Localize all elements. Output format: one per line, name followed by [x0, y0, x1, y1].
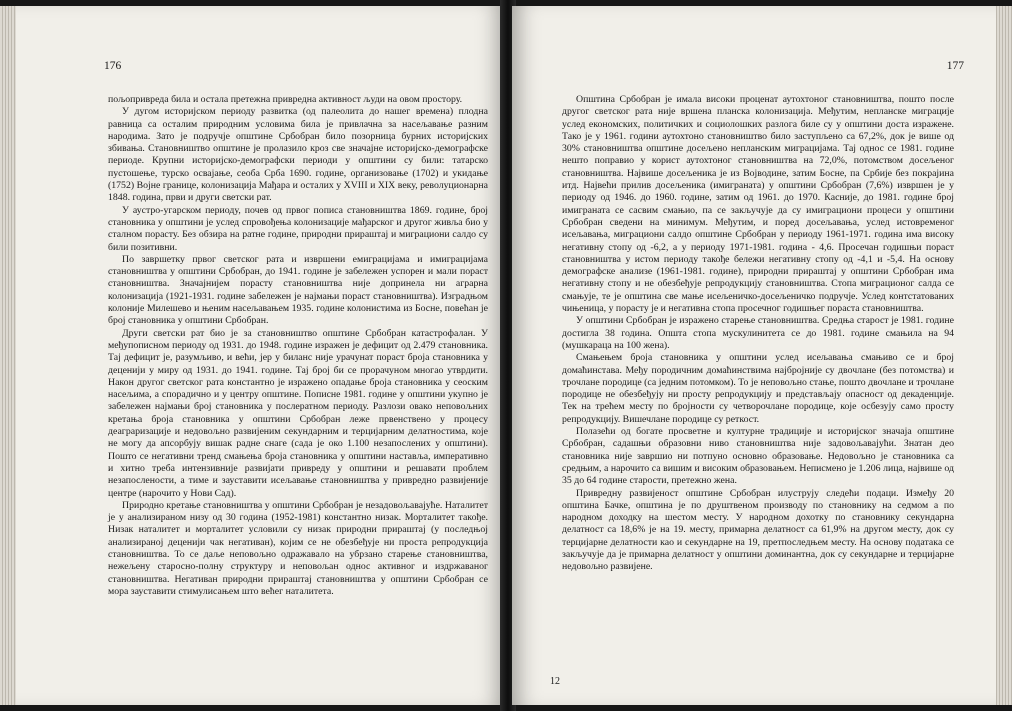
- paragraph: Други светски рат био је за становништво општине Србобран катастрофалан. У међупописном периоду од 1931. до 1948. године изражен је дефицит од 2.479 становника. Тај дефицит је, разумљиво, и већи, јер у биланс није урачунат пораст броја становника у деценији у миру од 1931. до 1941. године. Тај број би се прорачуном многао утврдити. Након другог светског рата константно је изражено опадање броја становника у сеоским насељима, а спорадично и у центру општине. Пописне 1981. године у општини укупно је забележен најмањи број становника у послератном периоду. Разлози овако неповољних кретања броја становника у општини Србобран леже првенствено у процесу деаграризације и недовољно развијеним секундарним и терцијарним делатностима, које не могу да апсорбују вишак радне снаге (сада је око 1.100 незапослених у општини). Пошто се негативни тренд смањења броја становника у општини наставља, императивно и хитно треба интензивније развијати привреду у општини и решавати проблем незапослености, а тиме и зауставити исељавање становништва у привредно развијеније центре (нарочито у Нови Сад).: [108, 327, 488, 499]
- paragraph: Полазећи од богате просветне и културне традиције и историјског значаја општине Србобран, садашњи образовни ниво становништва није задовољавајући. Знатан део становника није завршио ни потпуно основно образовање. Недовољно је становника са средњим, а нарочито са вишим и високим образовањем. Неписмено је 1.206 лица, највише од 35 до 64 године старости, претежно жена.: [562, 426, 954, 487]
- paragraph: По завршетку првог светског рата и извршени емиграцијама и имиграцијама становништва у општини Србобран, до 1941. године је забележен успорен и мали пораст становништва. Значајнијем порасту становништва није допринела ни аграрна колонизација (1921-1931. године забележен је најмањи пораст становништва). Изградњом колоније Милешево и њеним насељавањем 1935. године колонистима из Босне, повећан је број становника у општини Србобран.: [108, 253, 488, 327]
- paragraph: У општини Србобран је изражено старење становништва. Средња старост је 1981. године достигла 38 година. Општа стопа мускулинитета се до 1981. године смањила на 94 (мушкараца на 100 жена).: [562, 315, 954, 351]
- paragraph: Смањењем броја становника у општини услед исељавања смањиво се и број домаћинстава. Међу породичним домаћинствима најбројније су двочлане (без потомства) и трочлане породице (са једним потомком). То је неповољно стање, пошто двочлане и трочлане породице не обезбеђују ни просту репродукцију и представљају опасност од декаденције. Тек на трећем месту по бројности су четворочлане породице, које осбезују само просту репродукцију. Вишечлане породице су реткост.: [562, 352, 954, 425]
- right-page-text: [562, 94, 954, 574]
- paragraph: Општина Србобран је имала високи проценат аутохтоног становништва, пошто после другог светског рата није вршена планска колонизација. Међутим, непланске миграције услед економских, политичких и социолошких разлога биле су у општини доста изражене. Тако је у 1961. години аутохтоно становништво било заступљено са 67,2%, док је више од 30% становништва општине досељено непланским миграцијама. Тај однос се 1981. године нешто поправио у корист аутохтоног становништва на 72,0%, потомством досељеног становништва. Највише досељеника је из Војводине, затим Босне, па Србије без покрајина итд. Највећи прилив досељеника (имиграната) у општини Србобран (7,6%) извршен је у периоду од 1946. до 1960. године, затим од 1961. до 1970. Касније, до 1981. године број имиграната се сасвим смањио, па се закључује да су имиграциони процеси у општини Србобран сведени на минимум. Међутим, и поред досељавања, услед истовременог исељавања, миграциони салдо општине Србобран у периоду 1961-1971. година има високу негативну стопу од -6,2, а у периоду 1971-1981. година - 4,6. Просечан годишњи пораст становништва у истом периоду такође бележи негативну стопу од -4,1 и -5,4. На основу демографске анализе (1961-1981. године), природни прираштај у општини Србобран има негативну стопу и не обезбеђује репродукцију становништва. Стопа миграционог салда се смањује, те је општина све мање исељеничко-досељеничко подручје. Услед контстатованих чињеница, у порасту је и негативна стопа просечног годишњег пораста становништва.: [562, 94, 954, 315]
- left-page: [16, 6, 504, 705]
- paragraph: пољопривреда била и остала претежна привредна активност људи на овом простору.: [108, 94, 463, 105]
- paragraph: Природно кретање становништва у општини Србобран је незадовољавајуће. Наталитет је у анализираном низу од 30 година (1952-1981) константно низак. Морталитет такође. Низак наталитет и морталитет условили су низак природни прираштај (у последњој анализираној деценији чак негативан), којим се не обезбеђује ни проста репродукција становништва. То се даље неповољно одражавало на убрзано старење становништва, нежељену старосно-полну структуру и неповољан однос активног и издржаваног становништва. Негативан природни прираштај становништва у општини Србобран се мора зауставити стимулисањем што већег наталитета.: [108, 499, 488, 597]
- paragraph: У аустро-угарском периоду, почев од првог пописа становништва 1869. године, број становника у општини је услед спровођења колонизације мађарског и другог живља био у сталном порасту. Без обзира на ратне године, природни прираштај и миграциони салдо су били позитивни.: [108, 204, 488, 253]
- right-page-number: 177: [946, 60, 964, 72]
- left-page-number: 176: [104, 60, 122, 72]
- footer-number: 12: [550, 676, 560, 687]
- paragraph: Привредну развијеност општине Србобран илуструју следећи подаци. Између 20 општина Бачке, општина је по друштвеном производу по становнику на седмом а по народном доходку на шестом месту. У народном дохотку по становнику секундарна делатност са 18,6% је на 19. месту, примарна делатност са 61,9% на другом месту, док су терцијарне делатности као и секундарне на 19, претпоследњем месту. На основу податакa се закључује да је примарна делатност у општини доминантна, док су секундарне и терцијарне недовољно развијене.: [562, 487, 954, 573]
- right-page: [512, 6, 996, 705]
- paragraph: У дугом историјском периоду развитка (од палеолита до нашег времена) плодна равница са осталим природним условима била је привлачна за насељавање разним народима. Зато је подручје општине Србобран било позорница бурних историјских збивања. Становништво општине је пролазило кроз све значајне историјско-демографске периоде. Крупни историјско-демографски периоди у општини су били: татарско пустошење, турско освајање, сеоба Срба 1690. године, организовање (1702) и укидање (1752) Војне границе, колонизација Мађара и осталих у XVIII и XIX веку, револуционарна 1848. година, први и други светски рат.: [108, 106, 488, 204]
- left-page-text: [108, 94, 488, 598]
